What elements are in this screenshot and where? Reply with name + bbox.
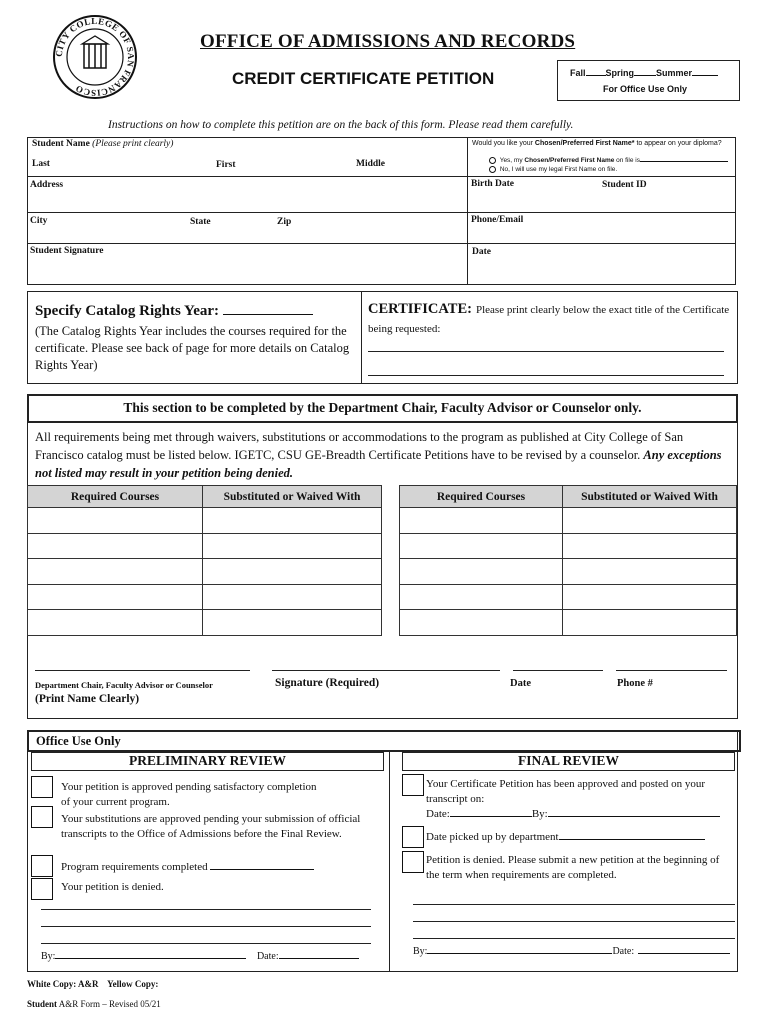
course-cell[interactable] <box>400 559 563 585</box>
office-use-label: For Office Use Only <box>603 84 688 94</box>
final-pickup-checkbox[interactable] <box>402 826 424 848</box>
course-cell[interactable] <box>400 610 563 636</box>
certificate-title: CERTIFICATE: <box>368 301 472 317</box>
catalog-rights-title: Specify Catalog Rights Year: <box>35 303 220 319</box>
prelim-denied-checkbox[interactable] <box>31 878 53 900</box>
signature-date-label: Date <box>472 247 491 257</box>
final-denied-checkbox[interactable] <box>402 851 424 873</box>
preliminary-review-title: PRELIMINARY REVIEW <box>129 753 286 768</box>
certificate-input-2[interactable] <box>368 375 724 376</box>
certificate-description: Please print clearly below the exact title of the Certificate being requested: <box>368 304 730 335</box>
course-cell[interactable] <box>203 584 382 610</box>
term-spring: Spring <box>605 68 635 78</box>
prelim-approved-label: Your petition is approved pending satisfactory completion of your current program. <box>61 781 317 808</box>
courses-table-right <box>399 485 737 636</box>
final-approved-label: Your Certificate Petition has been approved and posted on your transcript on: <box>426 778 706 805</box>
middle-name-label: Middle <box>356 159 386 169</box>
term-fall: Fall <box>570 68 586 78</box>
student-signature-field[interactable] <box>28 258 466 284</box>
signature-date-field[interactable] <box>468 258 735 284</box>
dept-print-label: (Print Name Clearly) <box>35 693 140 705</box>
department-warning: Any exceptions not listed may result in your petition being denied. <box>35 448 722 480</box>
student-name-label: Student Name <box>32 139 90 149</box>
course-cell[interactable] <box>563 584 737 610</box>
student-signature-label: Student Signature <box>30 246 104 256</box>
catalog-year-input[interactable] <box>223 314 313 315</box>
chosen-name-yes-label: Yes, my Chosen/Preferred First Name on file is <box>499 157 640 165</box>
prelim-date-input[interactable] <box>279 958 359 959</box>
prelim-completed-checkbox[interactable] <box>31 855 53 877</box>
course-cell[interactable] <box>203 610 382 636</box>
col-required-courses: Required Courses <box>28 486 203 508</box>
course-cell[interactable] <box>563 508 737 534</box>
course-cell[interactable] <box>28 584 203 610</box>
prelim-by-label: By: <box>41 951 56 962</box>
dept-phone-line[interactable] <box>616 670 727 671</box>
course-cell[interactable] <box>28 610 203 636</box>
final-note-line-2[interactable] <box>413 921 735 922</box>
catalog-rights-description: (The Catalog Rights Year includes the courses required for the certificate. Please see back of page for more details on Catalog Rights Year) <box>35 324 350 372</box>
dept-date-label: Date <box>510 678 531 689</box>
course-cell[interactable] <box>203 508 382 534</box>
final-denied-label: Petition is denied. Please submit a new petition at the beginning of the term when requirements are completed. <box>426 854 720 881</box>
prelim-date-label: Date: <box>256 951 279 962</box>
dept-signature-label: Signature (Required) <box>275 677 380 689</box>
chosen-name-input[interactable] <box>640 161 728 162</box>
address-field[interactable] <box>28 190 466 211</box>
course-cell[interactable] <box>400 533 563 559</box>
chosen-name-no-radio[interactable] <box>489 166 496 173</box>
final-date-input[interactable] <box>450 816 532 817</box>
course-cell[interactable] <box>203 559 382 585</box>
last-name-label: Last <box>32 159 50 169</box>
col-substituted-waived: Substituted or Waived With <box>563 486 737 508</box>
department-instructions: All requirements being met through waivers, substitutions or accommodations to the program as published at City College of San Francisco catalog must be listed below. IGETC, CSU GE-Breadth Certificate Petitions have to be revised by a counselor. <box>35 430 684 462</box>
final-pickup-label: Date picked up by department <box>426 831 559 843</box>
course-cell[interactable] <box>563 533 737 559</box>
prelim-denied-label: Your petition is denied. <box>61 881 164 893</box>
dept-name-label: Department Chair, Faculty Advisor or Counselor <box>35 680 213 690</box>
chosen-name-no-label: No, I will use my legal First Name on file. <box>499 166 618 174</box>
office-title: OFFICE OF ADMISSIONS AND RECORDS <box>200 31 576 52</box>
prelim-note-line-1[interactable] <box>41 909 371 910</box>
prelim-substitutions-label: Your substitutions are approved pending your submission of official transcripts to the Office of Admissions before the Final Review. <box>61 813 361 840</box>
address-label: Address <box>30 180 64 190</box>
final-note-line-1[interactable] <box>413 904 735 905</box>
student-id-label: Student ID <box>602 180 647 190</box>
certificate-input-1[interactable] <box>368 351 724 352</box>
course-cell[interactable] <box>400 508 563 534</box>
dept-name-line[interactable] <box>35 670 250 671</box>
student-name-hint: (Please print clearly) <box>92 139 174 149</box>
city-label: City <box>30 216 48 226</box>
dept-phone-label: Phone # <box>617 678 653 689</box>
zip-label: Zip <box>277 217 292 227</box>
final-review-date-label: Date: <box>612 946 635 957</box>
first-name-label: First <box>216 160 236 170</box>
prelim-note-line-2[interactable] <box>41 926 371 927</box>
course-cell[interactable] <box>28 559 203 585</box>
form-title: CREDIT CERTIFICATE PETITION <box>232 69 495 88</box>
final-date-label: Date: <box>426 808 450 820</box>
term-box <box>557 60 740 101</box>
col-substituted-waived: Substituted or Waived With <box>203 486 382 508</box>
dept-signature-line[interactable] <box>272 670 500 671</box>
seal-text: CITY COLLEGE OF SAN FRANCISCO <box>53 15 137 99</box>
prelim-approved-checkbox[interactable] <box>31 776 53 798</box>
dept-date-line[interactable] <box>513 670 603 671</box>
course-cell[interactable] <box>563 559 737 585</box>
col-required-courses: Required Courses <box>400 486 563 508</box>
course-cell[interactable] <box>28 533 203 559</box>
city-state-zip-field[interactable] <box>28 226 466 242</box>
birth-date-label: Birth Date <box>471 179 515 189</box>
footer-student: Student <box>27 999 58 1009</box>
prelim-completed-label: Program requirements completed <box>61 861 208 873</box>
birth-date-field[interactable] <box>468 190 598 211</box>
office-use-header: Office Use Only <box>36 734 121 748</box>
prelim-by-input[interactable] <box>55 958 246 959</box>
final-review-title: FINAL REVIEW <box>518 753 619 768</box>
prelim-note-line-3[interactable] <box>41 943 371 944</box>
final-by-label: By: <box>531 808 548 820</box>
course-cell[interactable] <box>203 533 382 559</box>
course-cell[interactable] <box>28 508 203 534</box>
state-label: State <box>190 217 211 227</box>
prelim-completed-input[interactable] <box>210 869 314 870</box>
course-cell[interactable] <box>400 584 563 610</box>
phone-email-label: Phone/Email <box>471 215 524 225</box>
instructions: Instructions on how to complete this petition are on the back of this form. Please read them carefully. <box>108 119 574 131</box>
department-header: This section to be completed by the Department Chair, Faculty Advisor or Counselor only. <box>123 400 642 415</box>
final-by-input[interactable] <box>548 816 720 817</box>
final-review-by-label: By: <box>413 946 428 957</box>
college-seal <box>52 14 138 100</box>
final-approved-checkbox[interactable] <box>402 774 424 796</box>
term-summer: Summer <box>656 68 693 78</box>
final-review-date-input[interactable] <box>638 953 730 954</box>
final-review-by-input[interactable] <box>427 953 612 954</box>
office-use-header-box <box>27 730 741 752</box>
prelim-substitutions-checkbox[interactable] <box>31 806 53 828</box>
final-note-line-3[interactable] <box>413 938 735 939</box>
footer-copies: White Copy: A&R Yellow Copy: <box>27 979 159 989</box>
student-name-field[interactable] <box>28 152 466 175</box>
footer-revision: A&R Form – Revised 05/21 <box>58 999 161 1009</box>
final-pickup-input[interactable] <box>559 839 705 840</box>
course-cell[interactable] <box>563 610 737 636</box>
chosen-name-question: Would you like your Chosen/Preferred First Name* to appear on your diploma? <box>472 140 722 147</box>
courses-table-left <box>27 485 382 636</box>
chosen-name-yes-radio[interactable] <box>489 157 496 164</box>
phone-email-field[interactable] <box>468 226 735 242</box>
student-id-field[interactable] <box>600 190 735 211</box>
